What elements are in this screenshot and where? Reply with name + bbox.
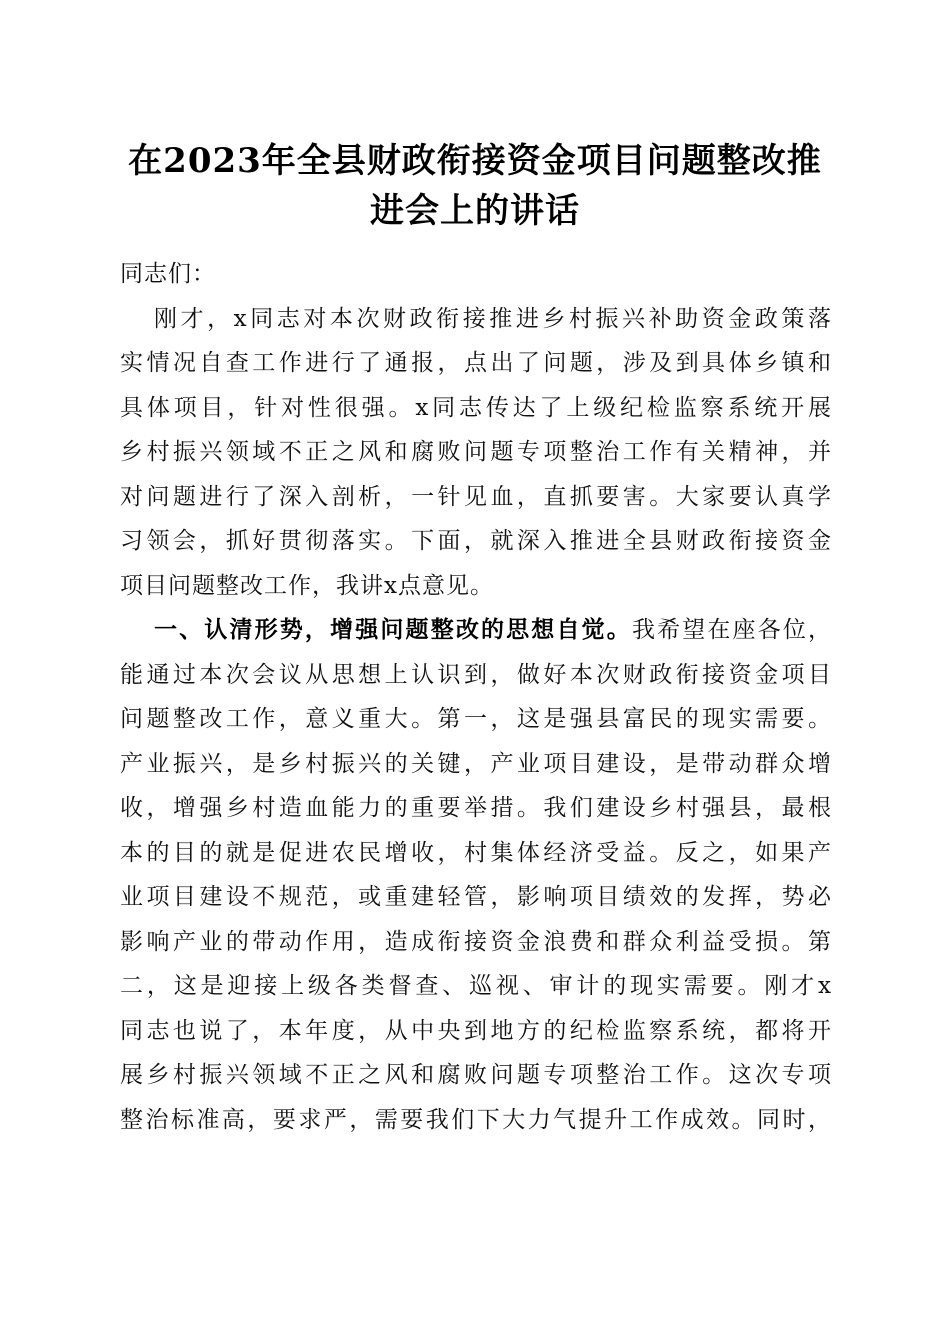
paragraph-line: 项目问题整改工作，我讲x点意见。	[120, 572, 494, 599]
paragraph-line: 展乡村振兴领域不正之风和腐败问题专项整治工作。这次专项	[120, 1062, 832, 1088]
paragraph-line: 同志也说了，本年度，从中央到地方的纪检监察系统，都将开	[120, 1017, 832, 1044]
paragraph-line: 能通过本次会议从思想上认识到，做好本次财政衔接资金项目	[120, 661, 832, 688]
paragraph-line: 实情况自查工作进行了通报，点出了问题，涉及到具体乡镇和	[120, 350, 832, 376]
paragraph-line: 习领会，抓好贯彻落实。下面，就深入推进全县财政衔接资金	[120, 528, 832, 554]
paragraph-line: 产业振兴，是乡村振兴的关键，产业项目建设，是带动群众增	[120, 750, 832, 777]
paragraph-line: 本的目的就是促进农民增收，村集体经济受益。反之，如果产	[120, 839, 832, 866]
paragraph-line: 刚才，x同志对本次财政衔接推进乡村振兴补助资金政策落	[154, 305, 832, 332]
paragraph-line: 具体项目，针对性很强。x同志传达了上级纪检监察系统开展	[120, 394, 832, 421]
paragraph-line: 整治标准高，要求严，需要我们下大力气提升工作成效。同时，	[120, 1106, 832, 1133]
paragraph-line: 业项目建设不规范，或重建轻管，影响项目绩效的发挥，势必	[120, 884, 832, 910]
salutation: 同志们：	[120, 261, 216, 287]
paragraph-line: 收，增强乡村造血能力的重要举措。我们建设乡村强县，最根	[120, 795, 832, 821]
paragraph-line: 乡村振兴领域不正之风和腐败问题专项整治工作有关精神，并	[120, 439, 832, 465]
paragraph-intro	[120, 297, 832, 609]
paragraph-line: 问题整改工作，意义重大。第一，这是强县富民的现实需要。	[120, 706, 832, 732]
title-line-2: 进会上的讲话	[370, 191, 580, 231]
section-1-first-line	[120, 608, 832, 653]
paragraph-section-1	[120, 608, 832, 1142]
document-body	[120, 252, 832, 1142]
paragraph-line: 二，这是迎接上级各类督查、巡视、审计的现实需要。刚才x	[120, 973, 832, 999]
paragraph-line: 影响产业的带动作用，造成衔接资金浪费和群众利益受损。第	[120, 928, 832, 955]
paragraph-line: 对问题进行了深入剖析，一针见血，直抓要害。大家要认真学	[120, 483, 832, 510]
section-1-heading: 一、认清形势，增强问题整改的思想自觉。	[154, 616, 632, 643]
document-title	[100, 136, 850, 236]
title-line-1: 在2023年全县财政衔接资金项目问题整改推	[128, 141, 822, 181]
section-1-first-line-rest: 我希望在座各位，	[631, 617, 832, 643]
